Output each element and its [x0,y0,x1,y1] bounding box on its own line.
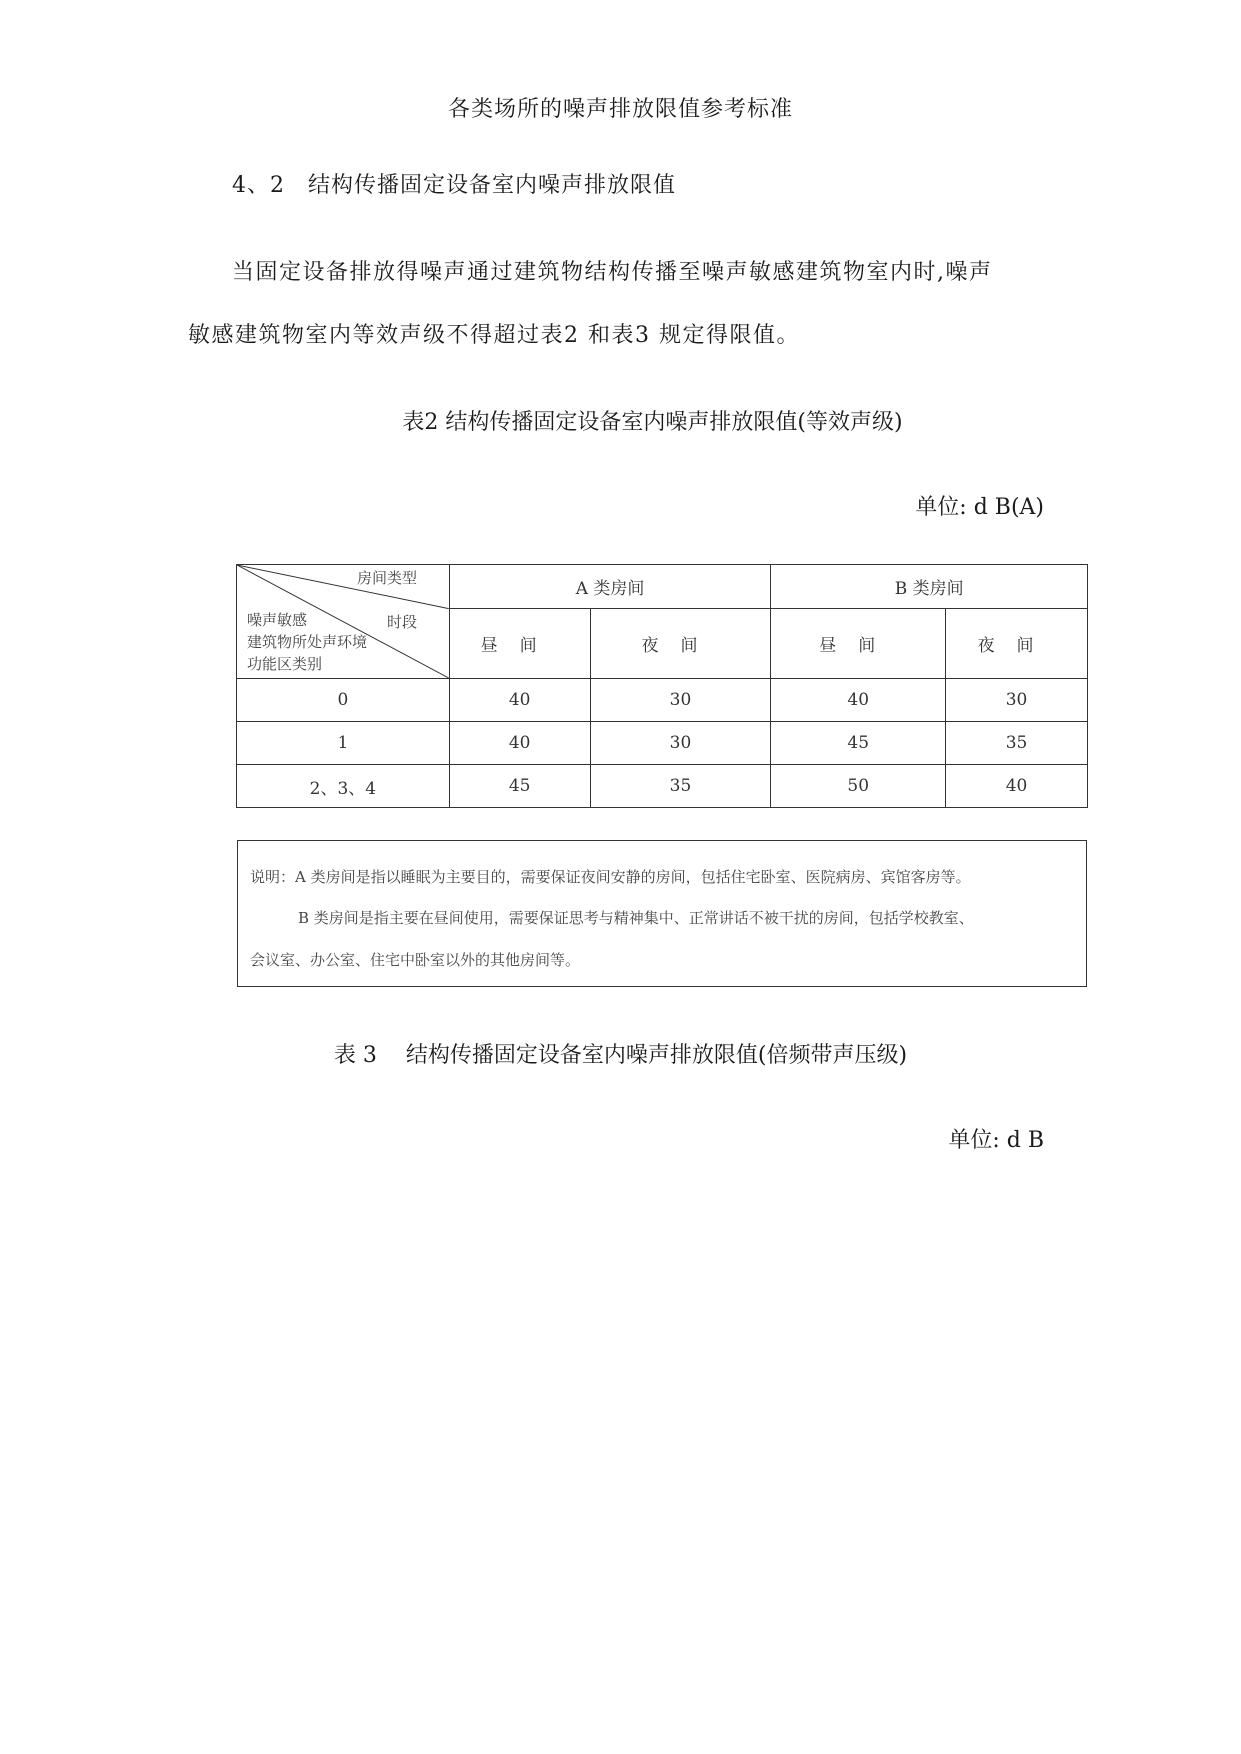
cell-category: 1 [237,722,450,765]
cell-b-day: 45 [771,722,946,765]
header-b-day: 昼间 [771,609,946,679]
table-row [237,679,1088,722]
header-a-night: 夜间 [590,609,771,679]
note-line-3: 会议室、办公室、住宅中卧室以外的其他房间等。 [250,951,581,969]
header-a-day: 昼间 [449,609,590,679]
table2-note-box [237,840,1087,987]
table3-caption: 表 3 结构传播固定设备室内噪声排放限值(倍频带声压级) [333,1043,908,1068]
cell-category: 0 [237,679,450,722]
cell-a-day: 40 [449,722,590,765]
section-heading: 4、2 结构传播固定设备室内噪声排放限值 [232,173,676,198]
table-corner-header [237,565,450,679]
cell-b-day: 40 [771,679,946,722]
header-b-night: 夜间 [946,609,1088,679]
paragraph-line-2: 敏感建筑物室内等效声级不得超过表2 和表3 规定得限值。 [188,323,800,348]
corner-category-line2: 建筑物所处声环境 [247,633,368,651]
table2-noise-limits [236,564,1088,808]
table-row [237,722,1088,765]
paragraph-line-1: 当固定设备排放得噪声通过建筑物结构传播至噪声敏感建筑物室内时,噪声 [232,260,993,285]
cell-b-day: 50 [771,765,946,808]
note-line-1: 说明：A 类房间是指以睡眠为主要目的，需要保证夜间安静的房间，包括住宅卧室、医院病房、宾馆客房等。 [250,868,971,886]
corner-room-type: 房间类型 [357,569,418,587]
page-title: 各类场所的噪声排放限值参考标准 [447,97,793,122]
cell-a-day: 40 [449,679,590,722]
corner-period: 时段 [387,613,418,631]
table2-caption: 表2 结构传播固定设备室内噪声排放限值(等效声级) [402,410,903,435]
corner-category-line3: 功能区类别 [247,655,323,673]
cell-b-night: 40 [946,765,1088,808]
corner-category-line1: 噪声敏感 [247,611,308,629]
cell-b-night: 30 [946,679,1088,722]
table3-unit: 单位: d B [948,1128,1044,1153]
cell-a-day: 45 [449,765,590,808]
cell-category: 2、3、4 [237,765,450,808]
note-line-2: B 类房间是指主要在昼间使用，需要保证思考与精神集中、正常讲话不被干扰的房间，包括学校教室、 [298,909,974,927]
cell-a-night: 30 [590,722,771,765]
cell-a-night: 30 [590,679,771,722]
table2-unit: 单位: d B(A) [915,495,1044,520]
header-room-a: A 类房间 [449,565,771,609]
cell-b-night: 35 [946,722,1088,765]
cell-a-night: 35 [590,765,771,808]
table-row [237,765,1088,808]
header-room-b: B 类房间 [771,565,1088,609]
